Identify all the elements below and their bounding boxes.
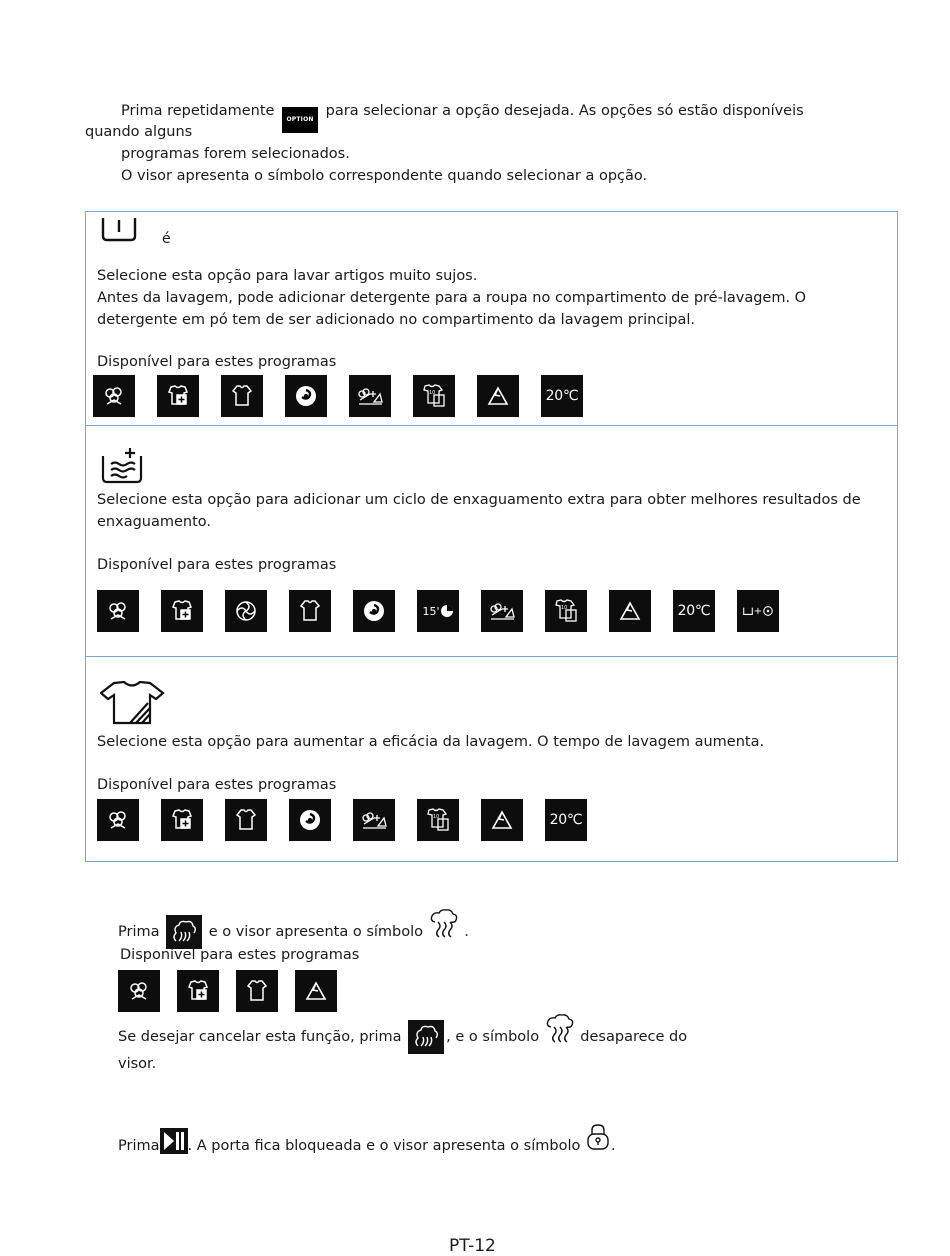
twenty-degree-program-icon: 20℃	[545, 799, 587, 841]
wool-program-icon	[609, 590, 651, 632]
door-lock-icon	[585, 1122, 611, 1152]
wool-program-icon	[481, 799, 523, 841]
twenty-degree-program-icon: 20℃	[673, 590, 715, 632]
prewash-plus-spin-program-icon: +	[737, 590, 779, 632]
prewash-program-icons	[93, 375, 605, 417]
baby-care-program-icon	[289, 590, 331, 632]
mixed-care-program-icon	[349, 375, 391, 417]
synthetic-program-icon	[177, 970, 219, 1012]
steam-cloud-icon	[544, 1013, 576, 1043]
lock-line: Prima . A porta fica bloqueada e o visor apresenta o símbolo .	[118, 1122, 616, 1163]
extra-rinse-desc-1: Selecione esta opção para adicionar um ciclo de enxaguamento extra para obter melhores resultados de	[97, 492, 861, 508]
prewash-desc-3: detergente em pó tem de ser adicionado no compartimento da lavagem principal.	[97, 312, 696, 328]
steam-cancel-line-2: visor.	[118, 1056, 157, 1072]
cotton-program-icon	[97, 590, 139, 632]
steam-program-icons	[118, 970, 359, 1012]
quick-10-program-icon	[545, 590, 587, 632]
cotton-program-icon	[118, 970, 160, 1012]
steam-cancel-line: Se desejar cancelar esta função, prima , e o símbolo desaparece do	[118, 1013, 687, 1057]
quick-15-program-icon: 15'	[417, 590, 459, 632]
prewash-desc-2: Antes da lavagem, pode adicionar detergente para a roupa no compartimento de pré-lavagem. O	[97, 290, 807, 306]
wool-program-icon	[295, 970, 337, 1012]
steam-button-icon	[408, 1020, 444, 1054]
cotton-program-icon	[93, 375, 135, 417]
baby-care-program-icon	[221, 375, 263, 417]
quick-10-program-icon	[413, 375, 455, 417]
svg-text:10: 10	[429, 390, 436, 396]
svg-text:10: 10	[433, 814, 440, 820]
prewash-tub-icon	[100, 216, 138, 242]
extra-rinse-desc-2: enxaguamento.	[97, 514, 212, 530]
extra-rinse-icon	[100, 446, 146, 486]
synthetic-program-icon	[161, 799, 203, 841]
prewash-available-label: Disponível para estes programas	[97, 354, 337, 370]
baby-care-program-icon	[225, 799, 267, 841]
intensive-desc-1: Selecione esta opção para aumentar a eficácia da lavagem. O tempo de lavagem aumenta.	[97, 734, 765, 750]
page-number: PT-12	[449, 1236, 496, 1256]
steam-line-1: Prima e o visor apresenta o símbolo .	[118, 908, 469, 952]
extra-rinse-available-label: Disponível para estes programas	[97, 557, 337, 573]
mix-program-icon	[353, 590, 395, 632]
synthetic-program-icon	[157, 375, 199, 417]
svg-text:10: 10	[561, 605, 568, 611]
intro-line-2: quando alguns	[85, 124, 193, 140]
intro-line-3: programas forem selecionados.	[121, 146, 350, 162]
start-pause-button-icon	[160, 1128, 188, 1154]
intensive-available-label: Disponível para estes programas	[97, 777, 337, 793]
mix-program-icon	[285, 375, 327, 417]
option-button-icon: OPTION	[282, 107, 318, 133]
quick-10-program-icon	[417, 799, 459, 841]
prewash-header-char: é	[162, 231, 171, 247]
twenty-degree-program-icon: 20℃	[541, 375, 583, 417]
intensive-shirt-icon	[100, 680, 166, 726]
cotton-program-icon	[97, 799, 139, 841]
mixed-care-program-icon	[481, 590, 523, 632]
prewash-desc-1: Selecione esta opção para lavar artigos muito sujos.	[97, 268, 478, 284]
wool-program-icon	[477, 375, 519, 417]
intensive-program-icons	[97, 799, 609, 841]
baby-care-program-icon	[236, 970, 278, 1012]
extra-rinse-program-icons	[97, 590, 801, 632]
mixed-care-program-icon	[353, 799, 395, 841]
steam-available-label: Disponível para estes programas	[120, 947, 360, 963]
intro-line-1: Prima repetidamente OPTION para selecionar a opção desejada. As opções só estão disponíveis	[121, 100, 804, 133]
mix-program-icon	[289, 799, 331, 841]
spin-program-icon	[225, 590, 267, 632]
synthetic-program-icon	[161, 590, 203, 632]
steam-cloud-icon	[428, 908, 460, 938]
intro-line-4: O visor apresenta o símbolo correspondente quando selecionar a opção.	[121, 168, 648, 184]
